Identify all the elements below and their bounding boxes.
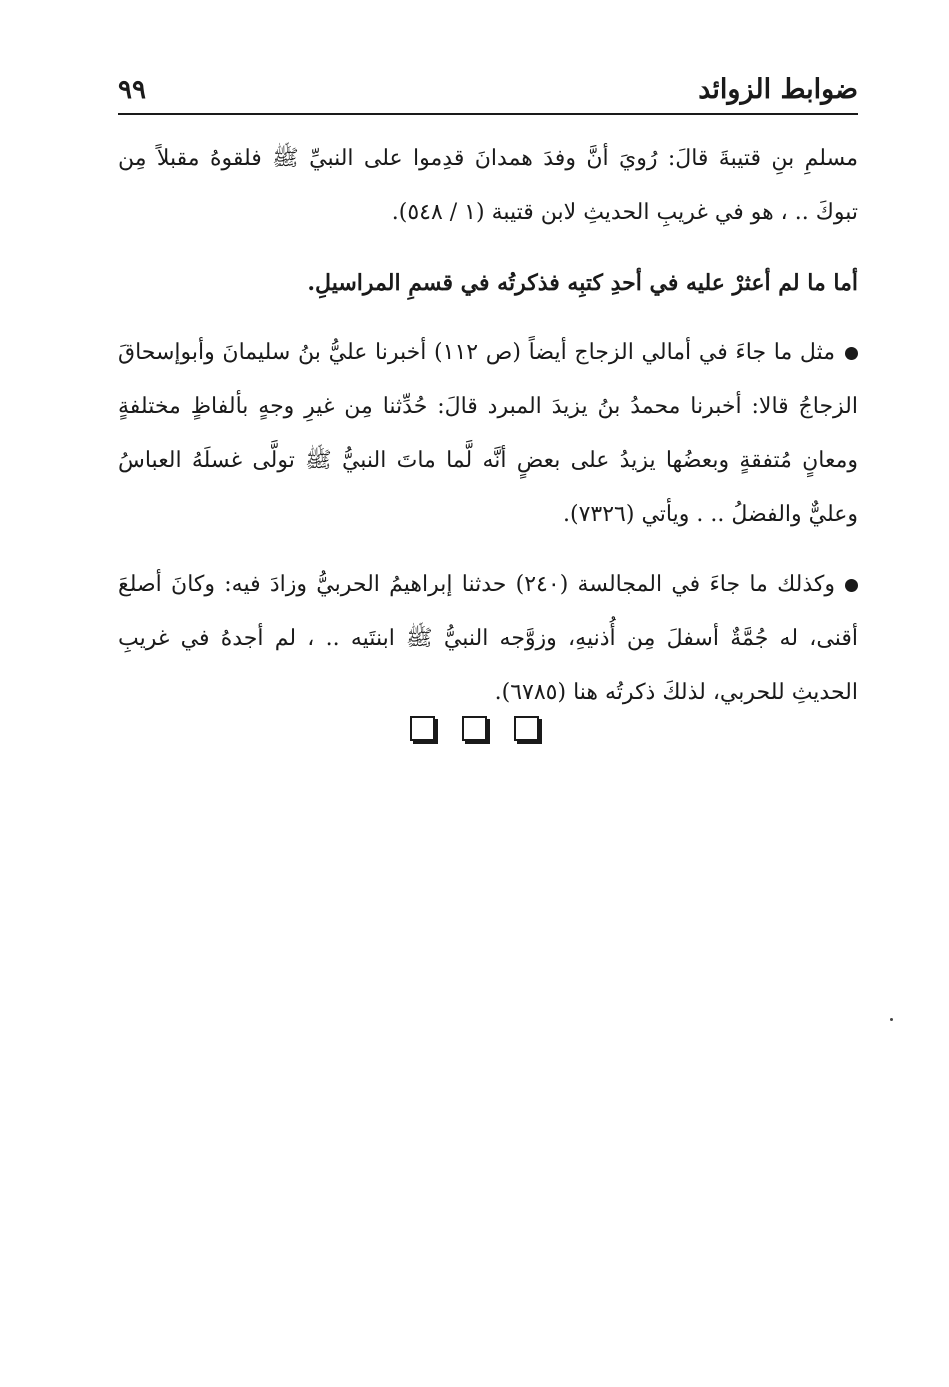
paragraph-bullet-amali [118,326,858,542]
scan-speck [890,1018,893,1021]
paragraph-text: مثل ما جاءَ في أمالي الزجاج أيضاً (ص ١١٢) أخبرنا عليُّ بنُ سليمانَ وأبوإسحاقَ الزجاجُ قالا: أخبرنا محمدُ بنُ يزيدَ المبرد قالَ: حُدِّثنا مِن غيرِ وجهٍ بألفاظٍ مختلفةٍ ومعانٍ مُتفقةٍ وبعضُها يزيدُ على بعضٍ أنَّه لَّما ماتَ النبيُّ ﷺ تولَّى غسلَهُ العباسُ وعليٌّ والفضلُ .. . ويأتي (٧٣٢٦). [118,340,859,527]
paragraph-text: أما ما لم أعثرْ عليه في أحدِ كتبِه فذكرتُه في قسمِ المراسيلِ. [307,270,858,296]
running-header [118,70,858,110]
square-ornament-icon [410,716,435,741]
section-end-ornament [0,716,949,741]
paragraph-bullet-mujalasa [118,558,858,720]
square-ornament-icon [514,716,539,741]
body-text [118,132,858,736]
header-divider [118,113,858,115]
paragraph-note [118,256,858,310]
paragraph-text: وكذلك ما جاءَ في المجالسة (٢٤٠) حدثنا إبراهيمُ الحربيُّ وزادَ فيه: وكانَ أصلعَ أقنى، له جُمَّةٌ أسفلَ مِن أُذنيهِ، وزوَّجه النبيُّ ﷺ ابنتَيه .. ، لم أجدهُ في غريبِ الحديثِ للحربي، لذلكَ ذكرتُه هنا (٦٧٨٥). [118,572,858,705]
square-ornament-icon [462,716,487,741]
paragraph-text: مسلمِ بنِ قتيبةَ قالَ: رُويَ أنَّ وفدَ همدانَ قدِموا على النبيِّ ﷺ فلقوهُ مقبلاً مِن تبوكَ .. ، هو في غريبِ الحديثِ لابن قتيبة (١ / ٥٤٨). [118,146,858,225]
paragraph-continuation [118,132,858,240]
running-header-title: ضوابط الزوائد [698,74,858,105]
bullet-icon [845,347,858,360]
page-number: ٩٩ [118,75,146,105]
bullet-icon [845,579,858,592]
